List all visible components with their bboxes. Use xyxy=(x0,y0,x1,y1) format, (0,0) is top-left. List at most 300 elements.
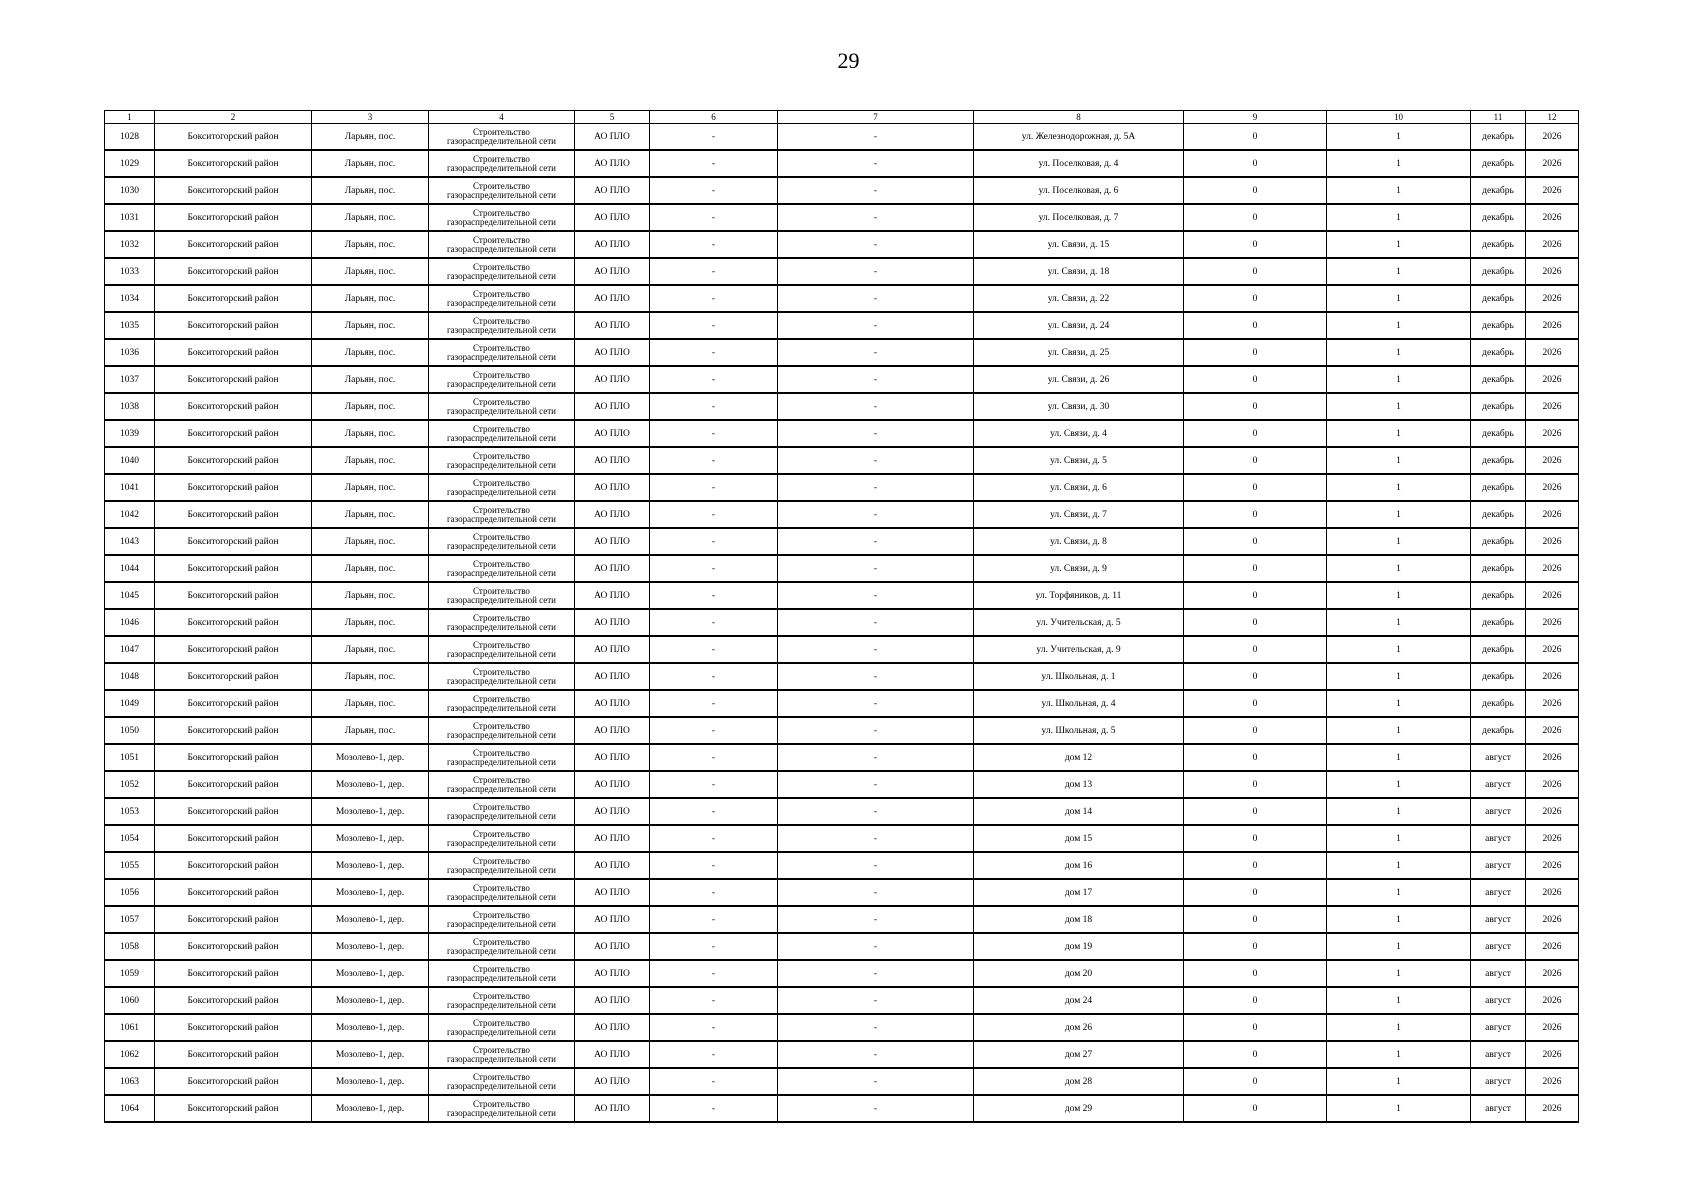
cell-month: декабрь xyxy=(1471,528,1526,555)
cell-month: август xyxy=(1471,879,1526,906)
cell-work-type: Строительство газораспределительной сети xyxy=(429,717,575,744)
column-number: 1 xyxy=(105,111,155,124)
table-row xyxy=(105,960,1579,987)
cell-row-number: 1032 xyxy=(105,231,155,258)
cell-month: август xyxy=(1471,1041,1526,1068)
cell-operator: АО ПЛО xyxy=(575,744,650,771)
cell-year: 2026 xyxy=(1526,555,1579,582)
cell-col-10: 1 xyxy=(1327,474,1471,501)
cell-month: декабрь xyxy=(1471,690,1526,717)
cell-district: Бокситогорский район xyxy=(155,501,312,528)
cell-year: 2026 xyxy=(1526,231,1579,258)
cell-month: август xyxy=(1471,906,1526,933)
cell-work-type: Строительство газораспределительной сети xyxy=(429,258,575,285)
cell-col-6: - xyxy=(650,231,778,258)
cell-col-10: 1 xyxy=(1327,420,1471,447)
cell-address: дом 27 xyxy=(974,1041,1184,1068)
cell-year: 2026 xyxy=(1526,933,1579,960)
cell-district: Бокситогорский район xyxy=(155,690,312,717)
cell-work-type: Строительство газораспределительной сети xyxy=(429,690,575,717)
cell-district: Бокситогорский район xyxy=(155,285,312,312)
cell-col-7: - xyxy=(778,1068,974,1095)
cell-settlement: Ларьян, пос. xyxy=(312,150,429,177)
cell-col-6: - xyxy=(650,528,778,555)
cell-address: ул. Связи, д. 18 xyxy=(974,258,1184,285)
cell-year: 2026 xyxy=(1526,960,1579,987)
cell-col-7: - xyxy=(778,987,974,1014)
cell-year: 2026 xyxy=(1526,825,1579,852)
cell-month: декабрь xyxy=(1471,339,1526,366)
cell-col-6: - xyxy=(650,690,778,717)
cell-month: декабрь xyxy=(1471,312,1526,339)
column-number: 12 xyxy=(1526,111,1579,124)
cell-year: 2026 xyxy=(1526,636,1579,663)
table-row xyxy=(105,124,1579,151)
table-row xyxy=(105,312,1579,339)
cell-col-6: - xyxy=(650,771,778,798)
cell-settlement: Ларьян, пос. xyxy=(312,285,429,312)
cell-col-6: - xyxy=(650,393,778,420)
cell-col-9: 0 xyxy=(1184,1014,1327,1041)
cell-year: 2026 xyxy=(1526,258,1579,285)
table-row xyxy=(105,150,1579,177)
cell-settlement: Ларьян, пос. xyxy=(312,555,429,582)
cell-settlement: Мозолево-1, дер. xyxy=(312,1014,429,1041)
cell-month: декабрь xyxy=(1471,231,1526,258)
cell-district: Бокситогорский район xyxy=(155,1041,312,1068)
cell-operator: АО ПЛО xyxy=(575,771,650,798)
cell-operator: АО ПЛО xyxy=(575,717,650,744)
cell-col-10: 1 xyxy=(1327,798,1471,825)
cell-month: декабрь xyxy=(1471,636,1526,663)
cell-settlement: Мозолево-1, дер. xyxy=(312,798,429,825)
cell-col-10: 1 xyxy=(1327,285,1471,312)
cell-row-number: 1053 xyxy=(105,798,155,825)
cell-col-7: - xyxy=(778,501,974,528)
cell-settlement: Ларьян, пос. xyxy=(312,393,429,420)
cell-work-type: Строительство газораспределительной сети xyxy=(429,150,575,177)
cell-col-9: 0 xyxy=(1184,960,1327,987)
cell-address: дом 18 xyxy=(974,906,1184,933)
cell-month: декабрь xyxy=(1471,474,1526,501)
cell-settlement: Мозолево-1, дер. xyxy=(312,1095,429,1122)
cell-year: 2026 xyxy=(1526,366,1579,393)
cell-col-6: - xyxy=(650,744,778,771)
cell-col-9: 0 xyxy=(1184,879,1327,906)
cell-year: 2026 xyxy=(1526,987,1579,1014)
cell-operator: АО ПЛО xyxy=(575,582,650,609)
cell-district: Бокситогорский район xyxy=(155,528,312,555)
cell-year: 2026 xyxy=(1526,393,1579,420)
cell-operator: АО ПЛО xyxy=(575,798,650,825)
cell-district: Бокситогорский район xyxy=(155,124,312,151)
cell-work-type: Строительство газораспределительной сети xyxy=(429,366,575,393)
cell-col-9: 0 xyxy=(1184,825,1327,852)
cell-col-6: - xyxy=(650,582,778,609)
table-row xyxy=(105,1068,1579,1095)
cell-settlement: Ларьян, пос. xyxy=(312,690,429,717)
cell-operator: АО ПЛО xyxy=(575,1095,650,1122)
cell-work-type: Строительство газораспределительной сети xyxy=(429,1068,575,1095)
cell-district: Бокситогорский район xyxy=(155,852,312,879)
cell-settlement: Ларьян, пос. xyxy=(312,231,429,258)
cell-settlement: Мозолево-1, дер. xyxy=(312,744,429,771)
cell-year: 2026 xyxy=(1526,906,1579,933)
cell-year: 2026 xyxy=(1526,474,1579,501)
cell-district: Бокситогорский район xyxy=(155,204,312,231)
cell-col-6: - xyxy=(650,366,778,393)
cell-settlement: Мозолево-1, дер. xyxy=(312,852,429,879)
cell-settlement: Ларьян, пос. xyxy=(312,663,429,690)
cell-work-type: Строительство газораспределительной сети xyxy=(429,636,575,663)
cell-year: 2026 xyxy=(1526,420,1579,447)
cell-col-7: - xyxy=(778,447,974,474)
cell-col-10: 1 xyxy=(1327,177,1471,204)
cell-month: декабрь xyxy=(1471,393,1526,420)
cell-col-7: - xyxy=(778,636,974,663)
cell-address: дом 29 xyxy=(974,1095,1184,1122)
cell-month: декабрь xyxy=(1471,447,1526,474)
cell-col-6: - xyxy=(650,204,778,231)
table-row xyxy=(105,258,1579,285)
cell-district: Бокситогорский район xyxy=(155,771,312,798)
cell-district: Бокситогорский район xyxy=(155,1068,312,1095)
cell-col-9: 0 xyxy=(1184,339,1327,366)
cell-col-6: - xyxy=(650,852,778,879)
cell-work-type: Строительство газораспределительной сети xyxy=(429,609,575,636)
cell-district: Бокситогорский район xyxy=(155,663,312,690)
cell-row-number: 1029 xyxy=(105,150,155,177)
table-row xyxy=(105,987,1579,1014)
column-number: 5 xyxy=(575,111,650,124)
cell-col-6: - xyxy=(650,312,778,339)
cell-col-6: - xyxy=(650,798,778,825)
cell-row-number: 1063 xyxy=(105,1068,155,1095)
cell-work-type: Строительство газораспределительной сети xyxy=(429,1095,575,1122)
cell-row-number: 1044 xyxy=(105,555,155,582)
cell-col-10: 1 xyxy=(1327,636,1471,663)
table-row xyxy=(105,285,1579,312)
cell-col-9: 0 xyxy=(1184,124,1327,151)
cell-year: 2026 xyxy=(1526,1095,1579,1122)
cell-col-10: 1 xyxy=(1327,258,1471,285)
cell-operator: АО ПЛО xyxy=(575,825,650,852)
cell-col-7: - xyxy=(778,825,974,852)
cell-settlement: Ларьян, пос. xyxy=(312,177,429,204)
column-number: 8 xyxy=(974,111,1184,124)
cell-work-type: Строительство газораспределительной сети xyxy=(429,204,575,231)
cell-address: ул. Связи, д. 15 xyxy=(974,231,1184,258)
cell-row-number: 1037 xyxy=(105,366,155,393)
table-row xyxy=(105,204,1579,231)
table-row xyxy=(105,1014,1579,1041)
cell-district: Бокситогорский район xyxy=(155,555,312,582)
column-number: 9 xyxy=(1184,111,1327,124)
cell-row-number: 1042 xyxy=(105,501,155,528)
cell-address: ул. Связи, д. 7 xyxy=(974,501,1184,528)
cell-month: декабрь xyxy=(1471,501,1526,528)
cell-month: август xyxy=(1471,825,1526,852)
page-number: 29 xyxy=(837,48,860,73)
cell-address: ул. Связи, д. 26 xyxy=(974,366,1184,393)
cell-work-type: Строительство газораспределительной сети xyxy=(429,231,575,258)
cell-col-7: - xyxy=(778,124,974,151)
cell-year: 2026 xyxy=(1526,609,1579,636)
cell-month: август xyxy=(1471,987,1526,1014)
column-number: 3 xyxy=(312,111,429,124)
cell-address: ул. Связи, д. 4 xyxy=(974,420,1184,447)
cell-operator: АО ПЛО xyxy=(575,474,650,501)
cell-settlement: Ларьян, пос. xyxy=(312,528,429,555)
cell-district: Бокситогорский район xyxy=(155,1014,312,1041)
cell-month: декабрь xyxy=(1471,582,1526,609)
cell-col-7: - xyxy=(778,771,974,798)
cell-col-7: - xyxy=(778,744,974,771)
table-row xyxy=(105,1095,1579,1122)
cell-district: Бокситогорский район xyxy=(155,987,312,1014)
cell-row-number: 1055 xyxy=(105,852,155,879)
table-row xyxy=(105,609,1579,636)
cell-col-7: - xyxy=(778,960,974,987)
cell-work-type: Строительство газораспределительной сети xyxy=(429,528,575,555)
cell-col-7: - xyxy=(778,312,974,339)
cell-address: ул. Школьная, д. 5 xyxy=(974,717,1184,744)
cell-operator: АО ПЛО xyxy=(575,204,650,231)
cell-settlement: Ларьян, пос. xyxy=(312,204,429,231)
cell-col-10: 1 xyxy=(1327,231,1471,258)
cell-col-10: 1 xyxy=(1327,150,1471,177)
cell-col-7: - xyxy=(778,366,974,393)
table-body xyxy=(105,124,1579,1123)
cell-row-number: 1040 xyxy=(105,447,155,474)
column-number: 7 xyxy=(778,111,974,124)
cell-address: ул. Поселковая, д. 7 xyxy=(974,204,1184,231)
cell-col-9: 0 xyxy=(1184,852,1327,879)
cell-row-number: 1035 xyxy=(105,312,155,339)
cell-year: 2026 xyxy=(1526,852,1579,879)
cell-col-10: 1 xyxy=(1327,690,1471,717)
cell-col-6: - xyxy=(650,717,778,744)
cell-month: август xyxy=(1471,1068,1526,1095)
cell-col-7: - xyxy=(778,177,974,204)
table-row xyxy=(105,717,1579,744)
cell-col-10: 1 xyxy=(1327,960,1471,987)
cell-district: Бокситогорский район xyxy=(155,879,312,906)
cell-col-7: - xyxy=(778,906,974,933)
cell-col-7: - xyxy=(778,690,974,717)
table-row xyxy=(105,474,1579,501)
cell-settlement: Мозолево-1, дер. xyxy=(312,879,429,906)
cell-col-10: 1 xyxy=(1327,555,1471,582)
cell-col-7: - xyxy=(778,582,974,609)
cell-row-number: 1051 xyxy=(105,744,155,771)
cell-col-7: - xyxy=(778,204,974,231)
cell-col-6: - xyxy=(650,447,778,474)
cell-work-type: Строительство газораспределительной сети xyxy=(429,663,575,690)
cell-year: 2026 xyxy=(1526,124,1579,151)
cell-row-number: 1050 xyxy=(105,717,155,744)
cell-col-9: 0 xyxy=(1184,906,1327,933)
cell-month: декабрь xyxy=(1471,124,1526,151)
cell-col-7: - xyxy=(778,1014,974,1041)
cell-work-type: Строительство газораспределительной сети xyxy=(429,825,575,852)
cell-row-number: 1054 xyxy=(105,825,155,852)
cell-col-10: 1 xyxy=(1327,744,1471,771)
cell-operator: АО ПЛО xyxy=(575,312,650,339)
cell-col-9: 0 xyxy=(1184,474,1327,501)
cell-address: ул. Связи, д. 5 xyxy=(974,447,1184,474)
cell-operator: АО ПЛО xyxy=(575,906,650,933)
cell-col-9: 0 xyxy=(1184,663,1327,690)
cell-operator: АО ПЛО xyxy=(575,393,650,420)
cell-row-number: 1061 xyxy=(105,1014,155,1041)
cell-operator: АО ПЛО xyxy=(575,663,650,690)
cell-operator: АО ПЛО xyxy=(575,150,650,177)
cell-work-type: Строительство газораспределительной сети xyxy=(429,447,575,474)
cell-settlement: Ларьян, пос. xyxy=(312,366,429,393)
cell-col-9: 0 xyxy=(1184,501,1327,528)
cell-row-number: 1062 xyxy=(105,1041,155,1068)
cell-col-10: 1 xyxy=(1327,366,1471,393)
cell-col-9: 0 xyxy=(1184,420,1327,447)
cell-col-6: - xyxy=(650,663,778,690)
cell-col-7: - xyxy=(778,609,974,636)
cell-col-10: 1 xyxy=(1327,852,1471,879)
cell-district: Бокситогорский район xyxy=(155,420,312,447)
cell-col-7: - xyxy=(778,852,974,879)
table-row xyxy=(105,825,1579,852)
cell-settlement: Ларьян, пос. xyxy=(312,501,429,528)
column-number: 10 xyxy=(1327,111,1471,124)
cell-district: Бокситогорский район xyxy=(155,339,312,366)
cell-col-6: - xyxy=(650,960,778,987)
cell-col-9: 0 xyxy=(1184,447,1327,474)
cell-col-10: 1 xyxy=(1327,825,1471,852)
cell-work-type: Строительство газораспределительной сети xyxy=(429,124,575,151)
cell-row-number: 1045 xyxy=(105,582,155,609)
cell-year: 2026 xyxy=(1526,690,1579,717)
cell-row-number: 1034 xyxy=(105,285,155,312)
cell-district: Бокситогорский район xyxy=(155,231,312,258)
cell-settlement: Ларьян, пос. xyxy=(312,636,429,663)
cell-col-10: 1 xyxy=(1327,393,1471,420)
cell-work-type: Строительство газораспределительной сети xyxy=(429,339,575,366)
cell-col-7: - xyxy=(778,717,974,744)
cell-col-7: - xyxy=(778,150,974,177)
cell-col-10: 1 xyxy=(1327,987,1471,1014)
cell-col-10: 1 xyxy=(1327,1014,1471,1041)
cell-col-7: - xyxy=(778,231,974,258)
cell-work-type: Строительство газораспределительной сети xyxy=(429,798,575,825)
cell-col-9: 0 xyxy=(1184,393,1327,420)
cell-operator: АО ПЛО xyxy=(575,933,650,960)
cell-district: Бокситогорский район xyxy=(155,312,312,339)
cell-row-number: 1036 xyxy=(105,339,155,366)
cell-month: декабрь xyxy=(1471,420,1526,447)
cell-operator: АО ПЛО xyxy=(575,177,650,204)
table-row xyxy=(105,879,1579,906)
cell-col-9: 0 xyxy=(1184,555,1327,582)
cell-operator: АО ПЛО xyxy=(575,609,650,636)
cell-operator: АО ПЛО xyxy=(575,879,650,906)
cell-row-number: 1058 xyxy=(105,933,155,960)
cell-col-6: - xyxy=(650,987,778,1014)
cell-operator: АО ПЛО xyxy=(575,1041,650,1068)
table-row xyxy=(105,852,1579,879)
cell-operator: АО ПЛО xyxy=(575,258,650,285)
cell-year: 2026 xyxy=(1526,879,1579,906)
cell-work-type: Строительство газораспределительной сети xyxy=(429,582,575,609)
cell-row-number: 1041 xyxy=(105,474,155,501)
cell-col-6: - xyxy=(650,339,778,366)
cell-col-6: - xyxy=(650,124,778,151)
table-row xyxy=(105,771,1579,798)
cell-col-10: 1 xyxy=(1327,204,1471,231)
table-row xyxy=(105,690,1579,717)
cell-col-10: 1 xyxy=(1327,771,1471,798)
cell-col-10: 1 xyxy=(1327,1041,1471,1068)
cell-work-type: Строительство газораспределительной сети xyxy=(429,474,575,501)
table-row xyxy=(105,177,1579,204)
cell-month: август xyxy=(1471,933,1526,960)
cell-col-10: 1 xyxy=(1327,663,1471,690)
cell-col-7: - xyxy=(778,285,974,312)
table-row xyxy=(105,528,1579,555)
cell-col-10: 1 xyxy=(1327,609,1471,636)
cell-district: Бокситогорский район xyxy=(155,258,312,285)
cell-row-number: 1064 xyxy=(105,1095,155,1122)
cell-col-9: 0 xyxy=(1184,717,1327,744)
cell-operator: АО ПЛО xyxy=(575,420,650,447)
cell-year: 2026 xyxy=(1526,771,1579,798)
cell-operator: АО ПЛО xyxy=(575,1014,650,1041)
cell-month: август xyxy=(1471,852,1526,879)
cell-row-number: 1047 xyxy=(105,636,155,663)
cell-col-6: - xyxy=(650,501,778,528)
cell-year: 2026 xyxy=(1526,1014,1579,1041)
cell-operator: АО ПЛО xyxy=(575,1068,650,1095)
cell-district: Бокситогорский район xyxy=(155,717,312,744)
cell-address: ул. Связи, д. 24 xyxy=(974,312,1184,339)
cell-col-7: - xyxy=(778,339,974,366)
cell-district: Бокситогорский район xyxy=(155,933,312,960)
cell-address: ул. Поселковая, д. 6 xyxy=(974,177,1184,204)
cell-col-9: 0 xyxy=(1184,285,1327,312)
cell-year: 2026 xyxy=(1526,798,1579,825)
cell-col-9: 0 xyxy=(1184,231,1327,258)
cell-col-9: 0 xyxy=(1184,771,1327,798)
cell-year: 2026 xyxy=(1526,204,1579,231)
cell-col-9: 0 xyxy=(1184,528,1327,555)
cell-col-6: - xyxy=(650,150,778,177)
cell-work-type: Строительство газораспределительной сети xyxy=(429,1041,575,1068)
cell-col-6: - xyxy=(650,420,778,447)
cell-work-type: Строительство газораспределительной сети xyxy=(429,555,575,582)
cell-col-7: - xyxy=(778,528,974,555)
cell-month: август xyxy=(1471,798,1526,825)
column-number: 4 xyxy=(429,111,575,124)
cell-settlement: Ларьян, пос. xyxy=(312,420,429,447)
table-row xyxy=(105,393,1579,420)
cell-district: Бокситогорский район xyxy=(155,960,312,987)
cell-district: Бокситогорский район xyxy=(155,609,312,636)
table-row xyxy=(105,339,1579,366)
cell-col-10: 1 xyxy=(1327,933,1471,960)
cell-col-9: 0 xyxy=(1184,744,1327,771)
cell-month: август xyxy=(1471,960,1526,987)
cell-address: дом 17 xyxy=(974,879,1184,906)
cell-month: август xyxy=(1471,1014,1526,1041)
